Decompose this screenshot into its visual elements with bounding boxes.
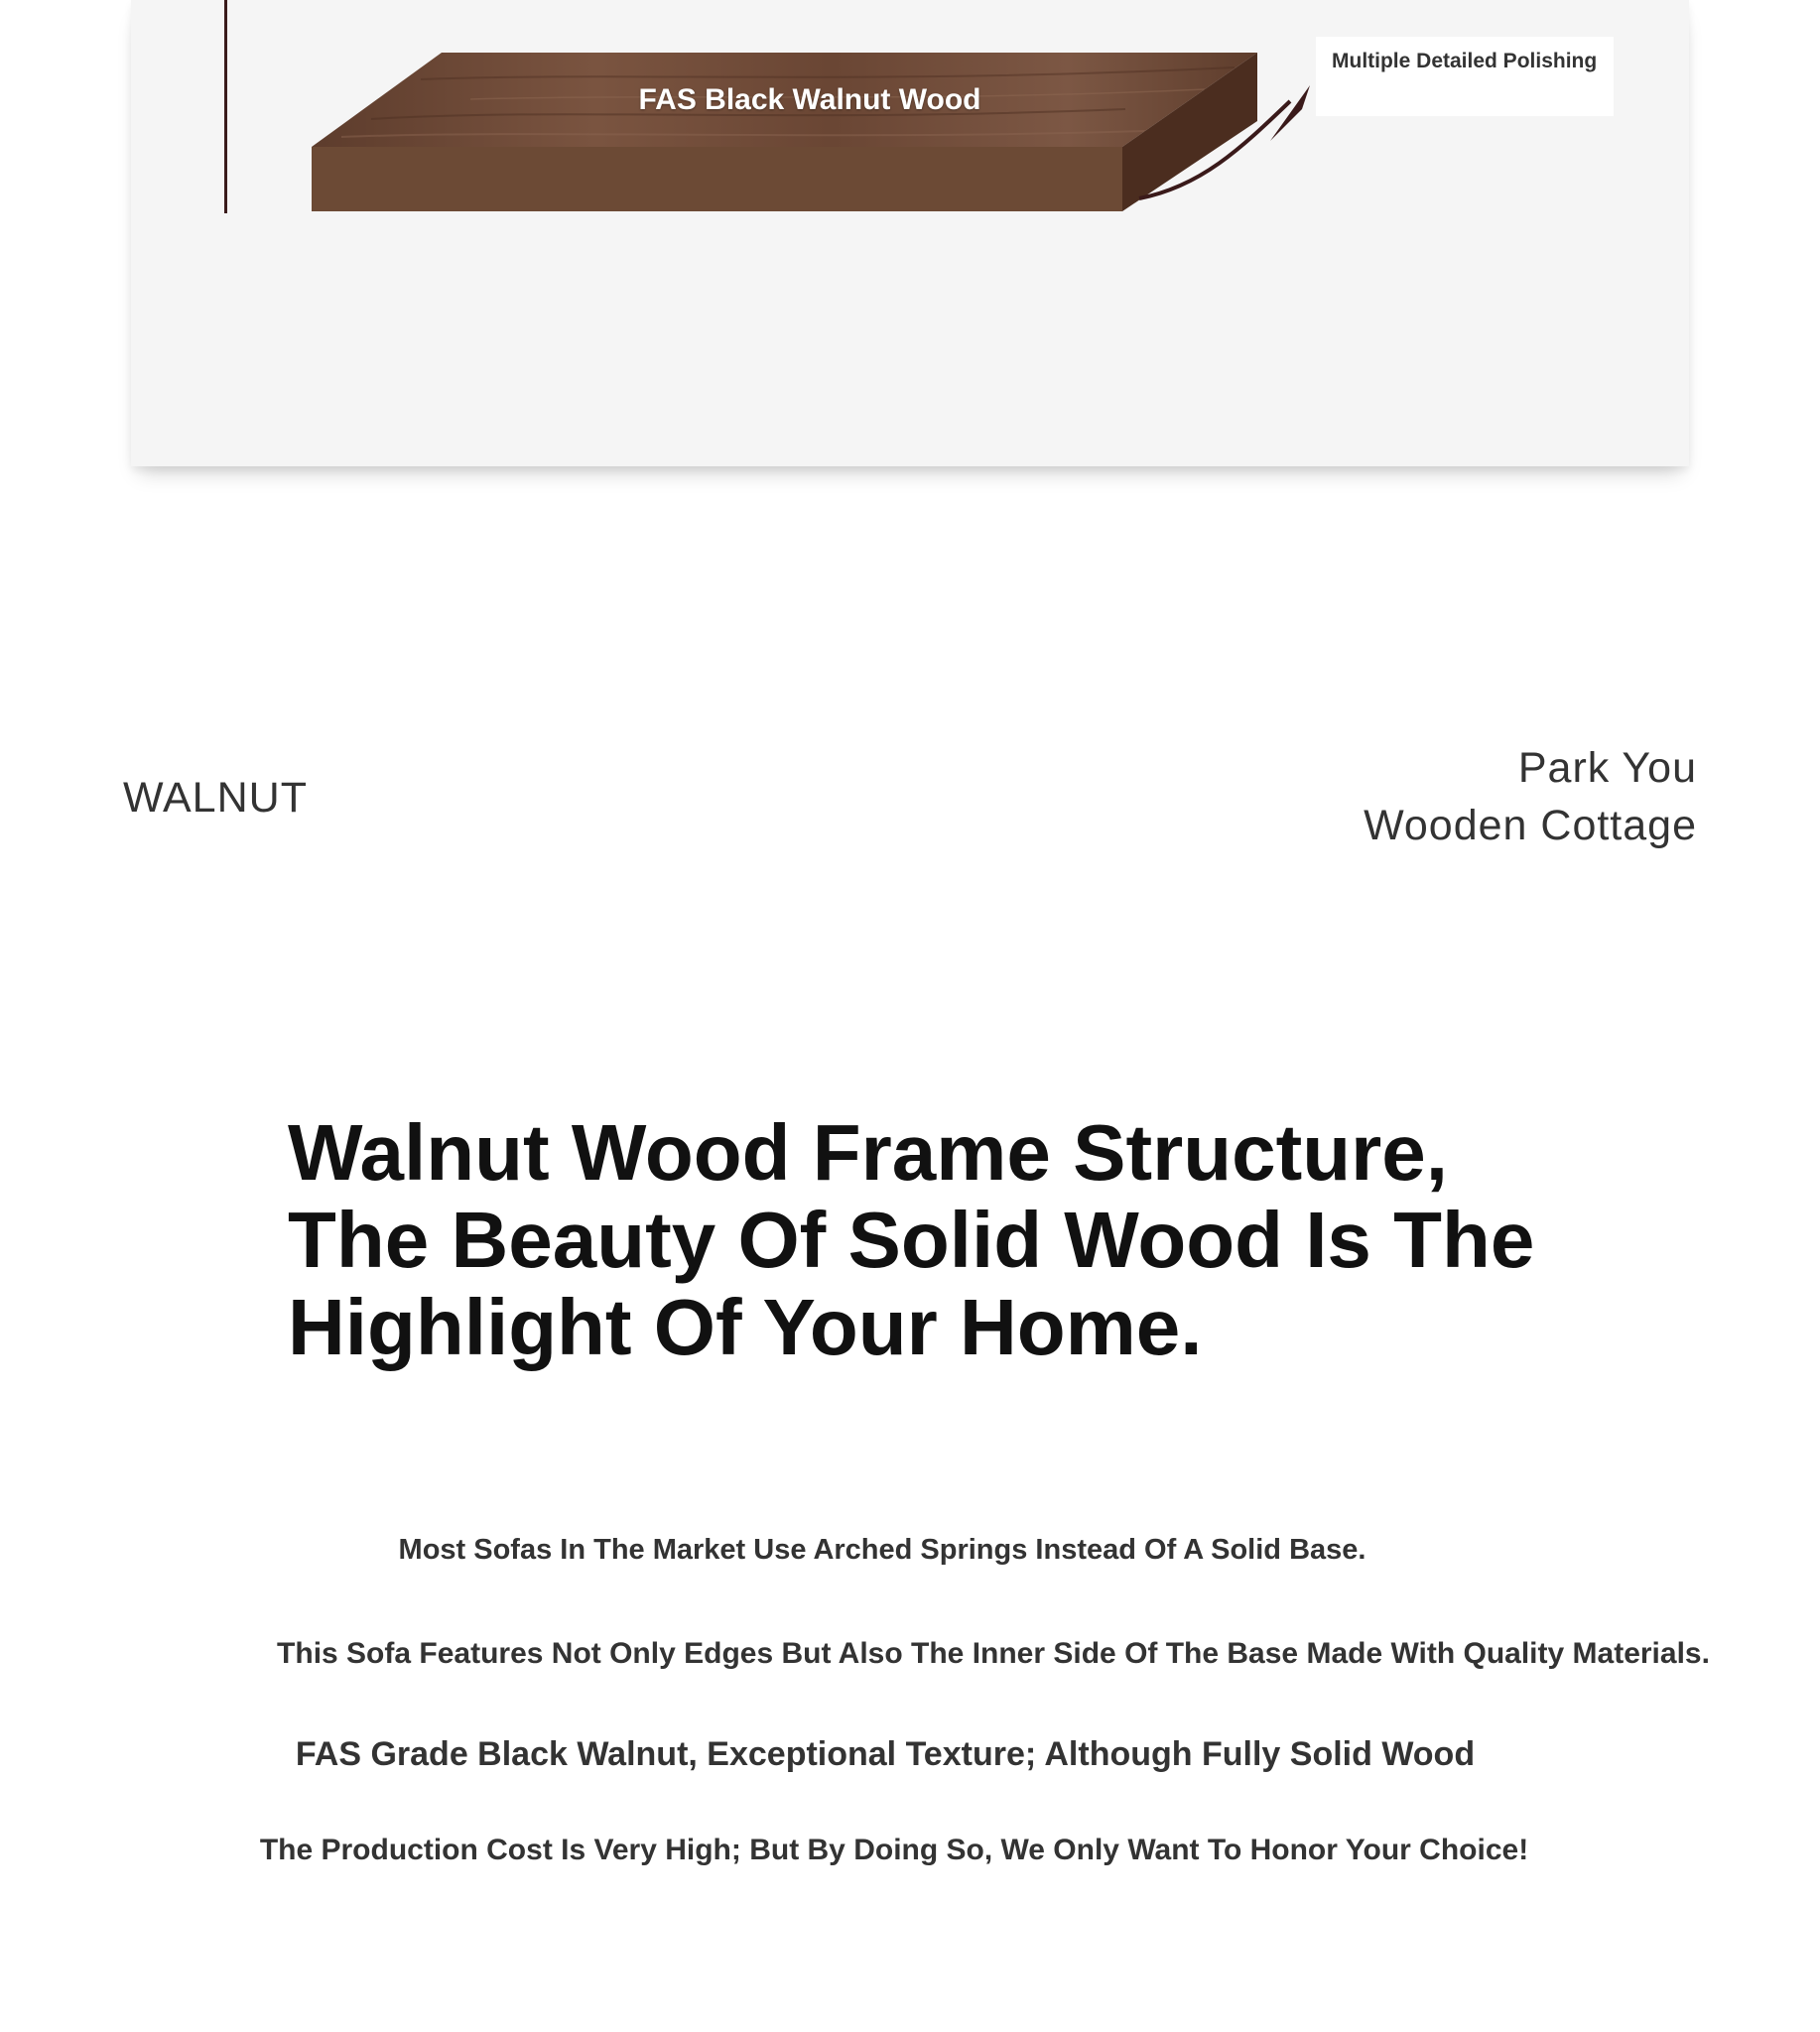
paragraph-2: This Sofa Features Not Only Edges But Also The Inner Side Of The Base Made With Quality Materials. (277, 1637, 1710, 1670)
slab-front-face (312, 147, 1122, 211)
headline-line3: Highlight Of Your Home. (288, 1283, 1203, 1371)
walnut-slab-illustration (312, 50, 1264, 218)
paragraph-4: The Production Cost Is Very High; But By Doing So, We Only Want To Honor Your Choice! (259, 1834, 1529, 1866)
headline-line2: The Beauty Of Solid Wood Is The (288, 1196, 1535, 1284)
callout-text: Multiple Detailed Polishing (1332, 50, 1598, 72)
headline (288, 1109, 1578, 1371)
paragraph-3: FAS Grade Black Walnut, Exceptional Texture; Although Fully Solid Wood (295, 1735, 1476, 1773)
brand-walnut: WALNUT (123, 774, 308, 822)
guide-line (224, 0, 227, 213)
brand-name (1364, 739, 1697, 854)
polishing-callout (1316, 37, 1614, 116)
brand-name-line1: Park You (1517, 744, 1697, 792)
slab-label: FAS Black Walnut Wood (638, 83, 981, 116)
headline-line1: Walnut Wood Frame Structure, (288, 1108, 1448, 1197)
paragraph-1: Most Sofas In The Market Use Arched Springs Instead Of A Solid Base. (398, 1534, 1366, 1566)
brand-name-line2: Wooden Cottage (1364, 802, 1697, 849)
arrow-icon (1131, 79, 1330, 208)
